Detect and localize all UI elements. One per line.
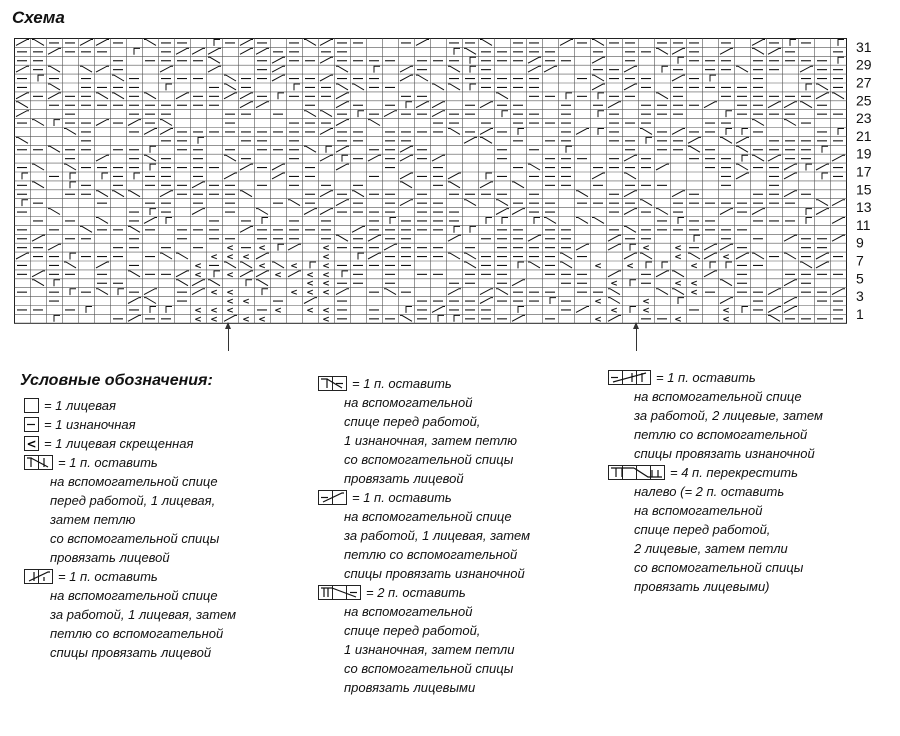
row-label: 11 [856,216,871,233]
twisted-stitch-mark: < [594,297,602,307]
twisted-stitch-mark: < [674,314,682,325]
legend-text: = 4 п. перекрестить [670,465,798,480]
row-label: 23 [856,110,872,127]
twisted-stitch-mark: < [242,252,250,263]
legend-text: = 1 лицевая скрещенная [44,436,194,451]
legend-text: со вспомогательной спицы [344,661,514,676]
twisted-stitch-mark: < [226,305,234,316]
twisted-stitch-mark: < [194,270,202,281]
twisted-stitch-mark: < [290,288,298,299]
chart-grid [14,38,894,328]
legend-heading: Условные обозначения: [20,372,213,389]
twisted-stitch-mark: < [322,261,330,272]
twisted-stitch-mark: < [242,297,250,307]
twisted-stitch-mark: < [258,314,266,325]
twisted-stitch-mark: < [226,288,234,299]
legend-text: = 1 п. оставить [352,376,452,391]
twisted-stitch-mark: < [722,305,730,316]
legend-text: на вспомогательной [344,395,473,410]
twisted-stitch-mark: < [690,261,698,272]
twisted-stitch-mark: < [306,279,314,290]
cross-right-knit-symbol-icon [24,455,54,471]
twisted-stitch-mark: < [306,305,314,316]
row-label: 3 [856,288,864,305]
twisted-symbol-icon [24,436,40,452]
twisted-stitch-mark: < [610,279,618,290]
twisted-stitch-mark: < [642,243,650,254]
legend-column-3 [608,368,898,596]
legend-text: на вспомогательной спице [50,588,218,603]
twisted-stitch-mark: < [194,261,202,272]
cable-4-symbol-icon [608,465,666,481]
legend-text: 2 лицевые, затем петли [634,541,788,556]
twisted-stitch-mark: < [594,314,602,325]
twisted-stitch-mark: < [690,279,698,290]
knitting-chart [14,38,894,328]
knit-symbol-icon [24,398,40,414]
legend-text: спице перед работой, [344,414,481,429]
legend-text: = 1 лицевая [44,398,116,413]
twisted-stitch-mark: < [242,314,250,325]
twisted-stitch-mark: < [210,252,218,263]
cross-2-right-purl-symbol-icon [318,585,362,601]
legend-text: = 1 п. оставить [352,490,452,505]
row-label: 19 [856,145,872,162]
row-label: 15 [856,181,872,198]
purl-symbol-icon [24,417,40,433]
legend-item-cross-right-knit [24,453,294,567]
legend-item-cross-left-knit [24,567,294,662]
legend-item-cross-left-purl [318,488,598,583]
twisted-stitch-mark: < [306,270,314,281]
twisted-stitch-mark: < [226,252,234,263]
twisted-stitch-mark: < [626,261,634,272]
twisted-stitch-mark: < [210,288,218,299]
twisted-stitch-mark: < [722,314,730,325]
legend-text: перед работой, 1 лицевая, [50,493,216,508]
legend-text: за работой, 1 лицевая, затем [50,607,237,622]
legend-text: = 1 изнаночная [44,417,136,432]
twisted-stitch-mark: < [674,252,682,263]
twisted-stitch-mark: < [194,305,202,316]
row-label: 7 [856,252,864,269]
legend-text: = 1 п. оставить [656,370,756,385]
twisted-stitch-mark: < [226,270,234,281]
legend-text: провязать лицевыми [344,680,476,695]
twisted-stitch-mark: < [210,314,218,325]
row-label: 17 [856,163,872,180]
twisted-stitch-mark: < [226,297,234,307]
legend-text: на вспомогательной спице [344,509,512,524]
legend-column-2 [318,374,598,697]
row-label: 13 [856,199,872,216]
legend-text: петлю со вспомогательной [634,427,808,442]
twisted-stitch-mark: < [322,314,330,325]
twisted-stitch-mark: < [322,252,330,263]
legend-text: 1 изнаночная, затем петлю [344,433,518,448]
row-label: 5 [856,270,864,287]
legend-text: затем петлю [50,512,136,527]
legend-text: на вспомогательной спице [50,474,218,489]
twisted-stitch-mark: < [690,288,698,299]
legend-text: со вспомогательной спицы [344,452,514,467]
chart-title: Схема [12,8,65,27]
twisted-stitch-mark: < [258,261,266,272]
legend-text: спицы провязать лицевой [50,645,212,660]
legend-text: спице перед работой, [344,623,481,638]
cross-left-purl-symbol-icon [318,490,348,506]
center-marker-arrow-right [636,323,637,351]
legend-item-twisted [24,434,294,453]
twisted-stitch-mark: < [674,279,682,290]
legend-item-purl [24,415,294,434]
legend-text: = 2 п. оставить [366,585,466,600]
row-label: 25 [856,92,872,109]
legend-text: на вспомогательной [634,503,763,518]
twisted-stitch-mark: < [722,252,730,263]
row-label: 27 [856,74,872,91]
grid-lines [15,39,847,324]
row-label: 1 [856,305,864,322]
legend-item-cross-2-right-purl [318,583,598,697]
twisted-stitch-mark: < [322,305,330,316]
twisted-stitch-mark: < [322,243,330,254]
legend-text: провязать лицевой [50,550,170,565]
legend-item-knit [24,396,294,415]
legend-text: спицы провязать изнаночной [344,566,525,581]
row-label: 9 [856,234,864,251]
twisted-stitch-mark: < [258,243,266,254]
twisted-stitch-mark: < [210,305,218,316]
legend-item-cross-right-purl [318,374,598,488]
legend-text: за работой, 2 лицевые, затем [634,408,823,423]
cross-2-left-purl-symbol-icon [608,370,652,386]
twisted-stitch-mark: < [322,279,330,290]
legend-text: спице перед работой, [634,522,771,537]
legend-text: петлю со вспомогательной [344,547,518,562]
center-marker-arrow-left [228,323,229,351]
legend-item-cross-2-left-purl [608,368,898,463]
legend-text: со вспомогательной спицы [634,560,804,575]
twisted-stitch-mark: < [322,270,330,281]
legend-text: = 1 п. оставить [58,569,158,584]
legend-text: = 1 п. оставить [58,455,158,470]
legend-text: спицы провязать изнаночной [634,446,815,461]
legend-text: налево (= 2 п. оставить [634,484,785,499]
twisted-stitch-mark: < [610,305,618,316]
legend-item-cable-4 [608,463,898,596]
twisted-stitch-mark: < [226,243,234,254]
twisted-stitch-mark: < [322,288,330,299]
legend-text: на вспомогательной [344,604,473,619]
row-label: 29 [856,56,872,73]
twisted-stitch-mark: < [194,314,202,325]
twisted-stitch-mark: < [642,297,650,307]
svg-text:<: < [26,436,37,451]
twisted-stitch-mark: < [274,305,282,316]
twisted-stitch-mark: < [306,288,314,299]
legend-text: на вспомогательной спице [634,389,802,404]
twisted-stitch-mark: < [290,261,298,272]
cross-right-purl-symbol-icon [318,376,348,392]
twisted-stitch-mark: < [642,305,650,316]
legend-text: 1 изнаночная, затем петли [344,642,515,657]
row-label: 21 [856,127,872,144]
legend-text: петлю со вспомогательной [50,626,224,641]
legend-text: провязать лицевой [344,471,464,486]
legend-column-1 [24,396,294,662]
legend-text: со вспомогательной спицы [50,531,220,546]
row-label: 31 [856,38,872,55]
twisted-stitch-mark: < [594,261,602,272]
twisted-stitch-mark: < [274,270,282,281]
cross-left-knit-symbol-icon [24,569,54,585]
row-labels [856,39,872,322]
twisted-stitch-mark: < [674,243,682,254]
legend-text: провязать лицевыми) [634,579,770,594]
legend-text: за работой, 1 лицевая, затем [344,528,531,543]
